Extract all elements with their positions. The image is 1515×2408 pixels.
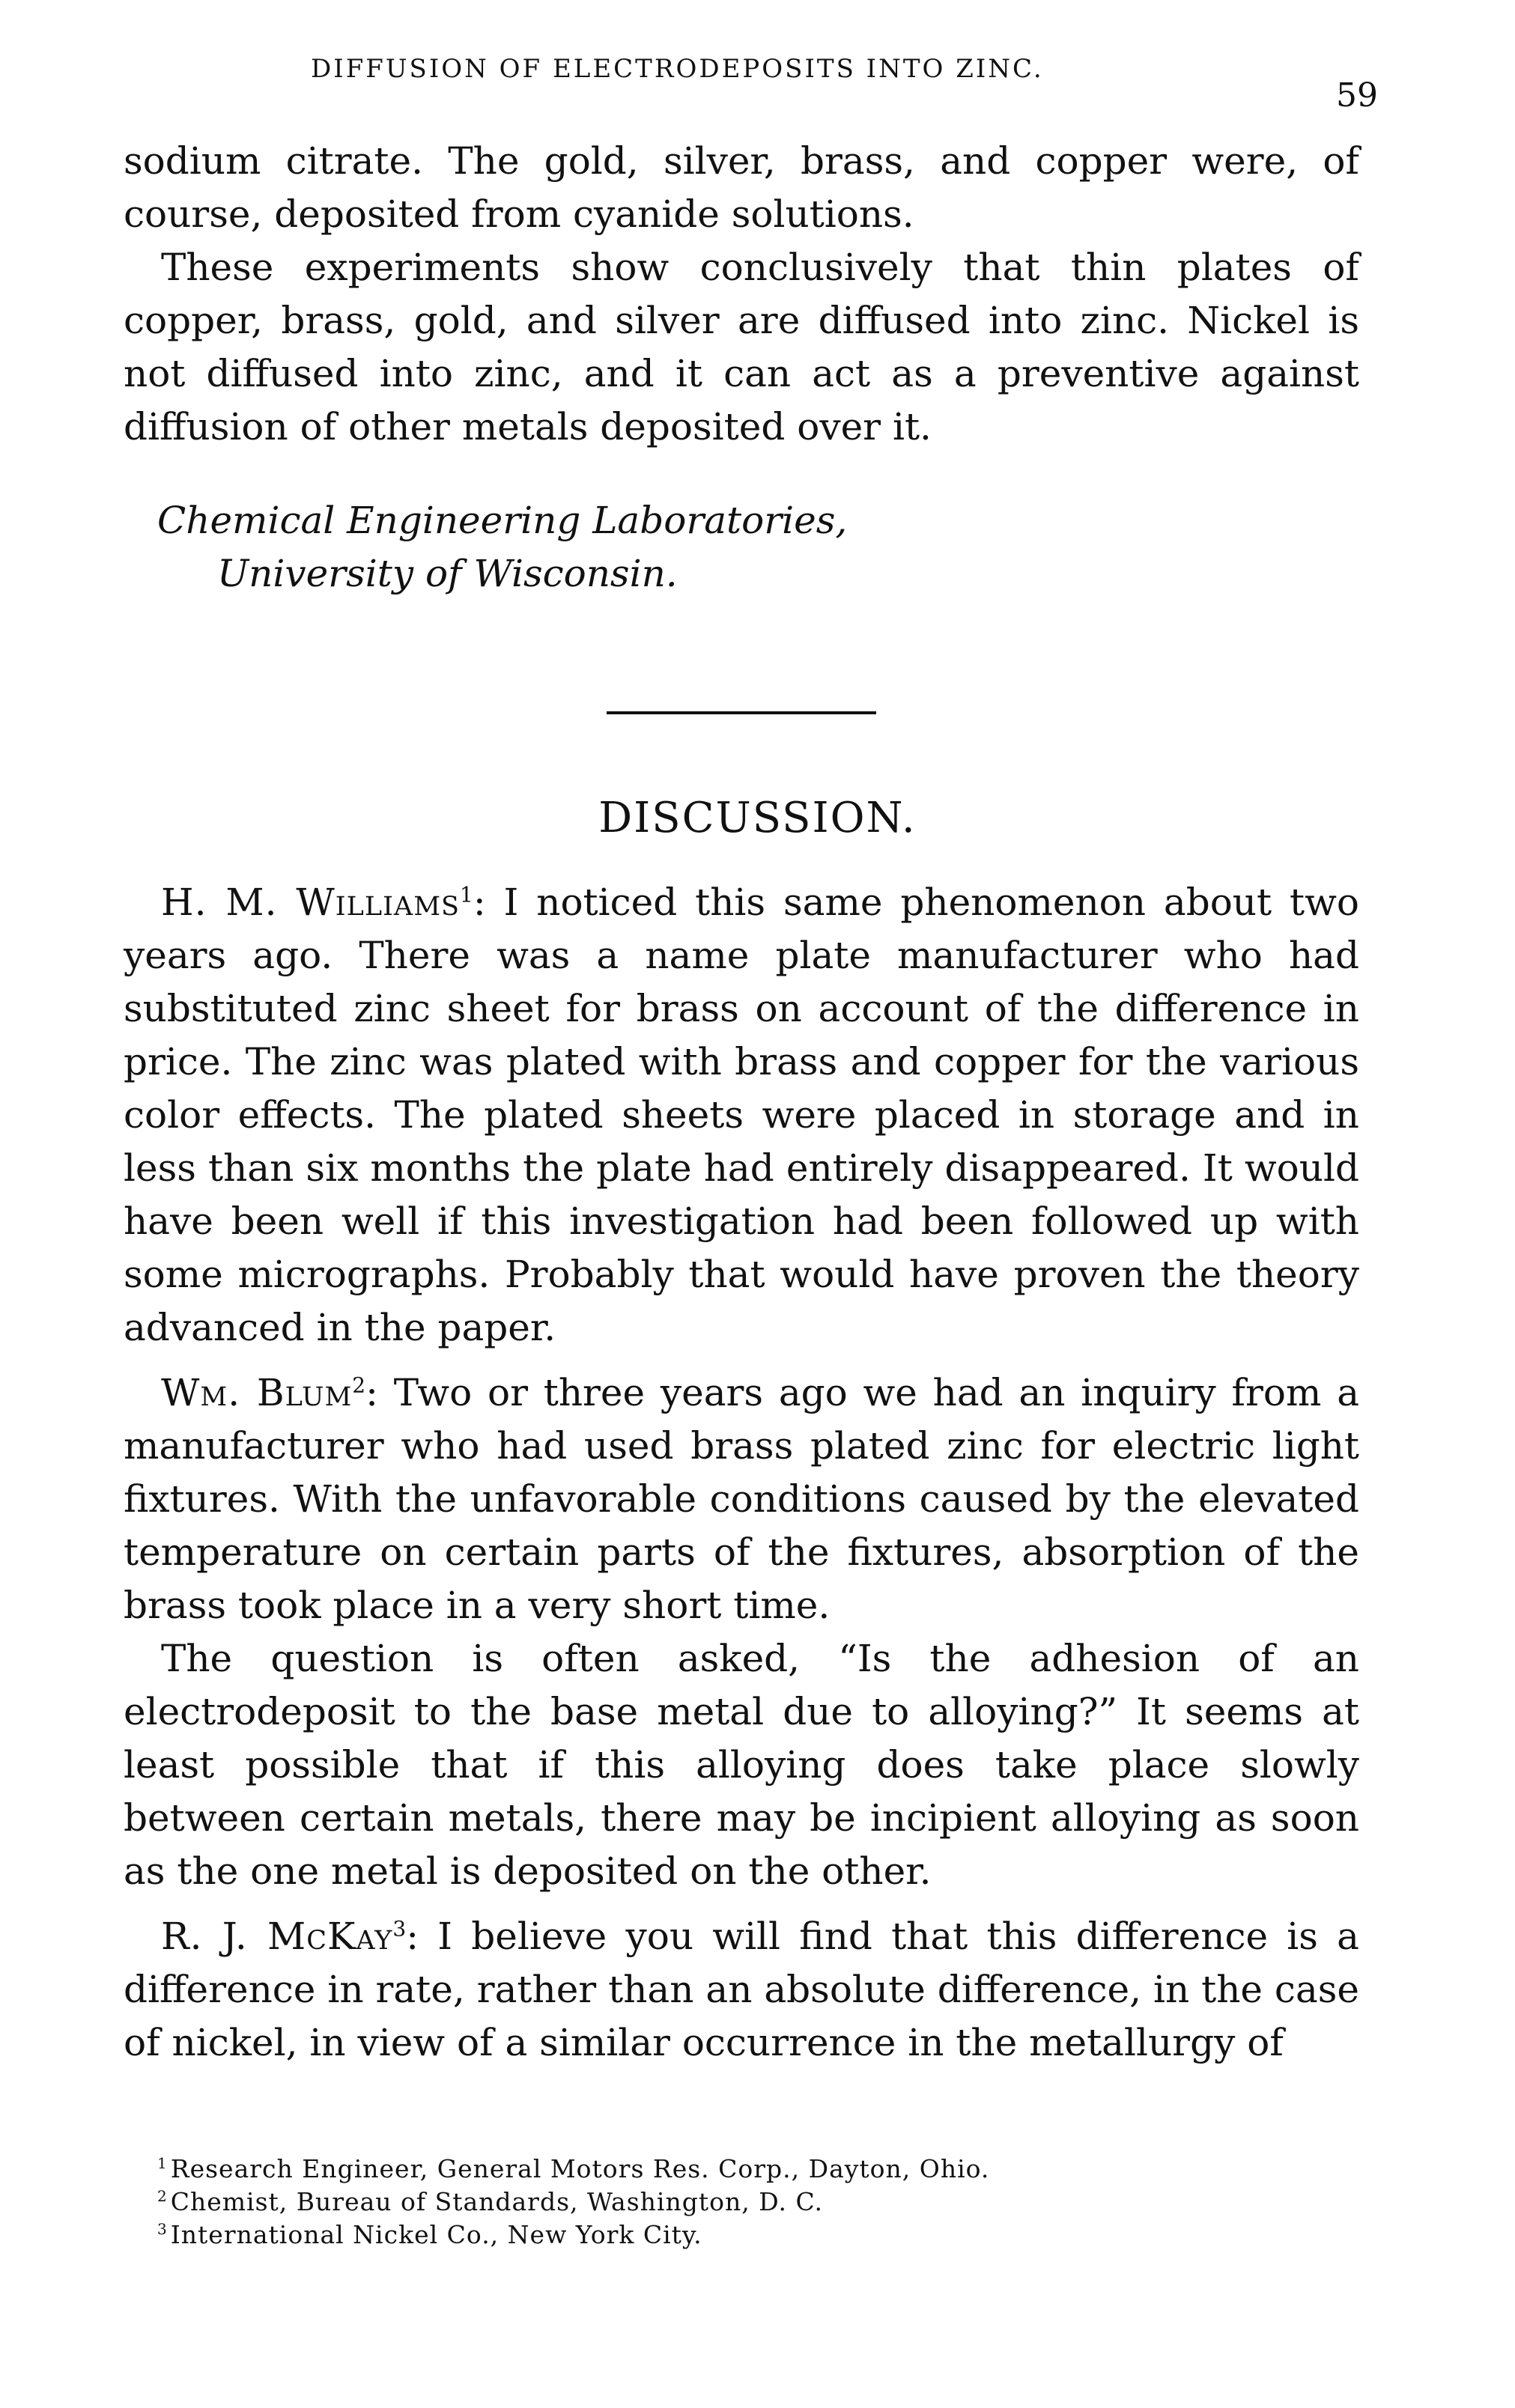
footnote-3 (157, 2219, 1206, 2252)
footnote-text: International Nickel Co., New York City. (170, 2220, 702, 2249)
footnote-ref-2: 2 (352, 1372, 366, 1398)
williams-paragraph (124, 876, 1359, 1354)
footnote-text: Research Engineer, General Motors Res. Corp., Dayton, Ohio. (170, 2154, 990, 2183)
footnote-mark: 1 (157, 2154, 168, 2172)
speaker-mckay: R. J. McKay (161, 1915, 393, 1958)
footnote-mark: 3 (157, 2220, 168, 2238)
opening-text (124, 135, 1359, 454)
footnote-text: Chemist, Bureau of Standards, Washington, D. C. (170, 2187, 824, 2216)
mckay-paragraph (124, 1910, 1359, 2070)
page-number: 59 (1336, 76, 1378, 115)
blum-paragraph-2: The question is often asked, “Is the adhesion of an electrodeposit to the base metal due to alloying?” It seems at least possible that if this alloying does take place slowly between certain metals, there may be incipient alloying as soon as the one metal is deposited on the other. (124, 1637, 1359, 1893)
affiliation-line-1: Chemical Engineering Laboratories, (157, 499, 848, 542)
williams-remarks: : I noticed this same phenomenon about two years ago. There was a name plate manufacturer who had substituted zinc sheet for brass on account of the difference in price. The zinc was plated with brass and copper for the various color effects. The plated sheets were placed in storage and in less than six months the plate had entirely disappeared. It would have been well if this investigation had been followed up with some micrographs. Probably that would have proven the theory advanced in the paper. (124, 881, 1359, 1349)
footnote-ref-3: 3 (392, 1916, 407, 1942)
mckay-remarks: : I believe you will find that this difference is a difference in rate, rather than an absolute difference, in the case of nickel, in view of a similar occurrence in the metallurgy of (124, 1915, 1359, 2064)
speaker-blum: Wm. Blum (161, 1371, 353, 1414)
affiliation-line-2: University of Wisconsin. (217, 552, 678, 595)
blum-remarks: : Two or three years ago we had an inquiry from a manufacturer who had used brass plated zinc for electric light fixtures. With the unfavorable conditions caused by the elevated temperature on certain parts of the fixtures, absorption of the brass took place in a very short time. (124, 1371, 1360, 1627)
footnote-2 (157, 2186, 1206, 2219)
running-title: DIFFUSION OF ELECTRODEPOSITS INTO ZINC. (311, 54, 1044, 84)
author-affiliation (157, 494, 847, 601)
footnotes (157, 2153, 1206, 2252)
discussion-text (124, 876, 1359, 2070)
speaker-williams: H. M. Williams (161, 881, 461, 924)
footnote-ref-1: 1 (460, 882, 473, 907)
blum-paragraph (124, 1366, 1359, 1632)
footnote-mark: 2 (157, 2187, 168, 2205)
running-head (120, 54, 1378, 115)
opening-paragraph-1: sodium citrate. The gold, silver, brass, and copper were, of course, deposited from cyanide solutions. (124, 139, 1359, 236)
section-heading: DISCUSSION. (598, 794, 917, 842)
section-divider (607, 711, 876, 714)
opening-paragraph-2: These experiments show conclusively that thin plates of copper, brass, gold, and silver are diffused into zinc. Nickel is not diffused into zinc, and it can act as a preventive against diffusion of other metals deposited over it. (124, 246, 1359, 449)
footnote-1 (157, 2153, 1206, 2186)
